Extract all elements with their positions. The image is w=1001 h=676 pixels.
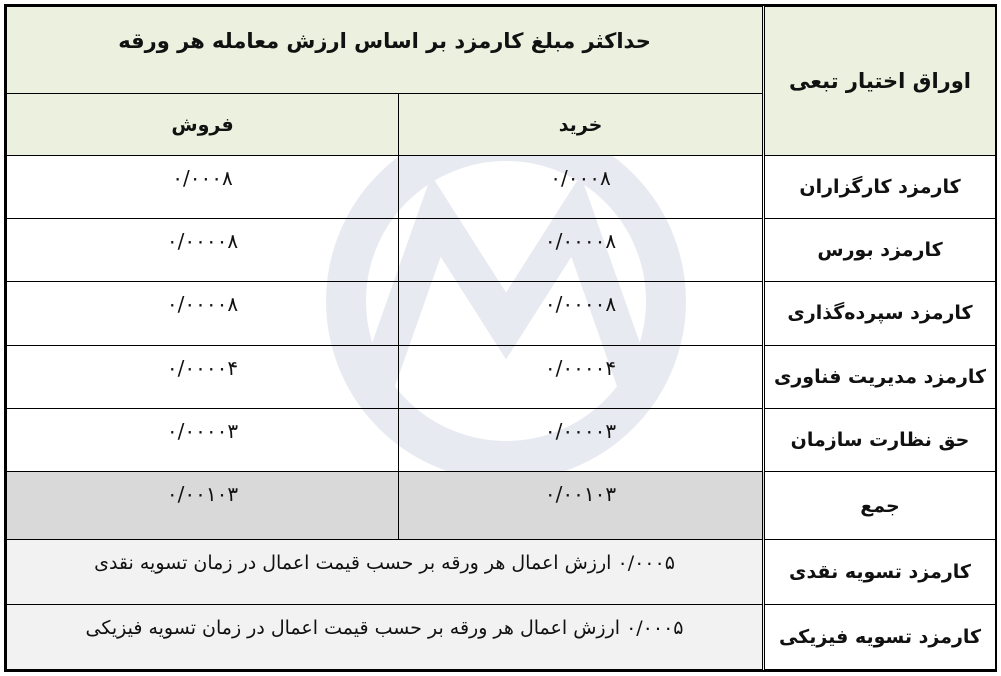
table-row xyxy=(7,408,996,471)
sell-value: ۰/۰۰۰۰۸ xyxy=(166,292,239,317)
row-label: کارمزد بورس xyxy=(764,218,996,281)
column-header-buy: خرید xyxy=(399,94,764,155)
buy-value: ۰/۰۰۰۰۴ xyxy=(544,355,617,380)
row-label: کارمزد کارگزاران xyxy=(764,155,996,218)
sell-value: ۰/۰۰۰۸ xyxy=(172,165,233,190)
buy-value: ۰/۰۰۰۰۳ xyxy=(544,418,617,443)
settlement-row xyxy=(7,604,996,669)
total-sell-value: ۰/۰۰۱۰۳ xyxy=(166,482,239,507)
column-header-sell: فروش xyxy=(7,94,399,155)
fee-table-frame xyxy=(4,4,997,672)
fee-table xyxy=(6,6,996,670)
settlement-row xyxy=(7,540,996,604)
settlement-value: ۰/۰۰۰۵ xyxy=(617,552,675,575)
buy-value: ۰/۰۰۰۸ xyxy=(550,165,611,190)
settlement-text: ارزش اعمال هر ورقه بر حسب قیمت اعمال در زمان تسویه نقدی xyxy=(94,552,612,575)
buy-value: ۰/۰۰۰۰۸ xyxy=(544,292,617,317)
settlement-description xyxy=(7,540,764,604)
table-row xyxy=(7,218,996,281)
table-row xyxy=(7,282,996,345)
table-row xyxy=(7,155,996,218)
row-label: کارمزد سپرده‌گذاری xyxy=(764,282,996,345)
settlement-value: ۰/۰۰۰۵ xyxy=(626,616,684,639)
row-label: حق نظارت سازمان xyxy=(764,408,996,471)
settlement-label: کارمزد تسویه فیزیکی xyxy=(764,604,996,669)
row-label: کارمزد مدیریت فناوری xyxy=(764,345,996,408)
sell-value: ۰/۰۰۰۰۴ xyxy=(166,355,239,380)
settlement-text: ارزش اعمال هر ورقه بر حسب قیمت اعمال در زمان تسویه فیزیکی xyxy=(85,616,621,639)
settlement-description xyxy=(7,604,764,669)
settlement-label: کارمزد تسویه نقدی xyxy=(764,540,996,604)
total-label: جمع xyxy=(764,472,996,540)
header-row xyxy=(7,7,996,94)
table-row xyxy=(7,345,996,408)
main-header: حداکثر مبلغ کارمزد بر اساس ارزش معامله هر ورقه xyxy=(7,7,764,94)
corner-header: اوراق اختیار تبعی xyxy=(764,7,996,156)
sell-value: ۰/۰۰۰۰۳ xyxy=(166,418,239,443)
sell-value: ۰/۰۰۰۰۸ xyxy=(166,228,239,253)
total-row xyxy=(7,472,996,540)
buy-value: ۰/۰۰۰۰۸ xyxy=(544,228,617,253)
total-buy-value: ۰/۰۰۱۰۳ xyxy=(544,482,617,507)
